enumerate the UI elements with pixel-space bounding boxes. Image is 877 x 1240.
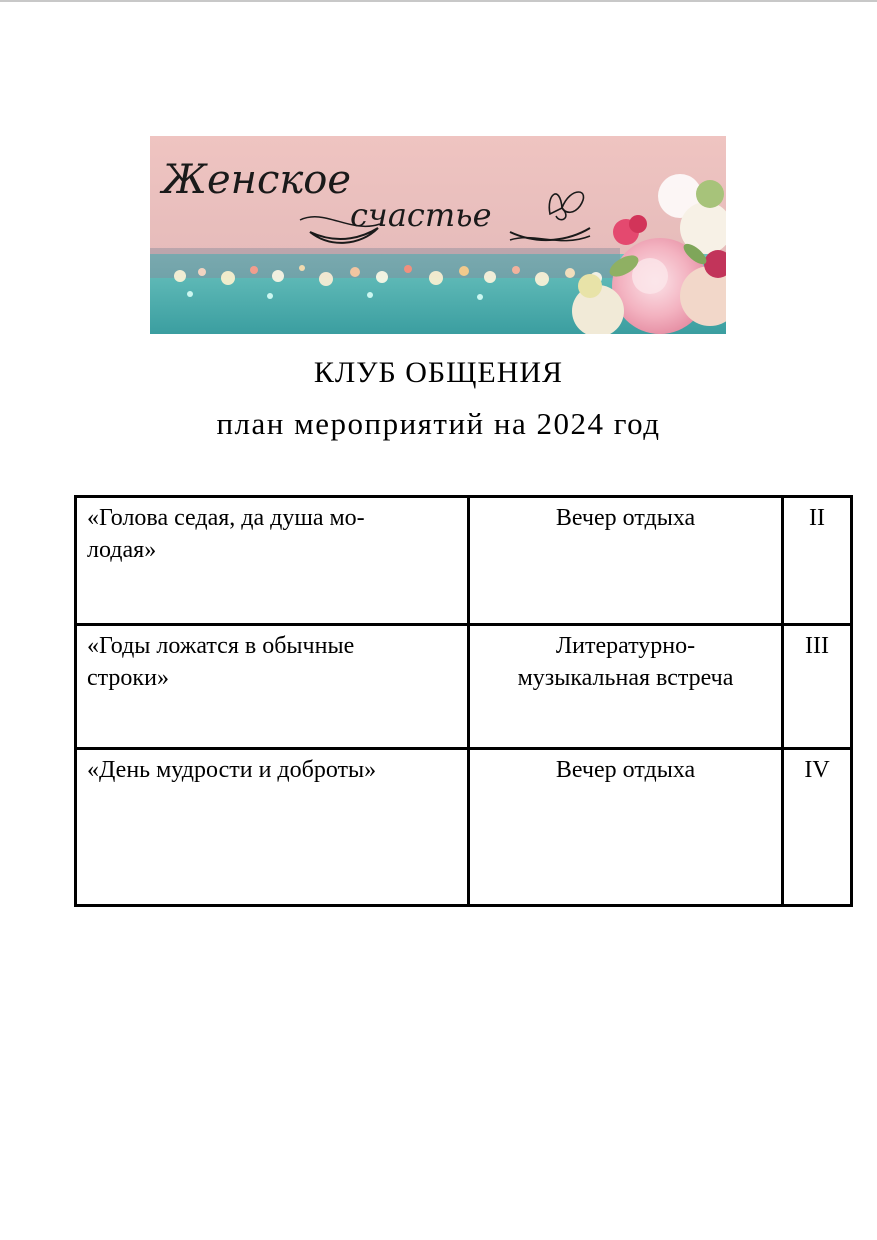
event-name: «Годы ложатся в обычные строки»: [76, 625, 469, 749]
page-title: КЛУБ ОБЩЕНИЯ: [313, 356, 564, 389]
event-quarter: II: [783, 497, 852, 625]
banner-image: [150, 136, 726, 334]
banner-title-line2: счастье: [350, 196, 492, 234]
events-table: [74, 495, 853, 907]
event-name: «Голова седая, да душа мо- лодая»: [76, 497, 469, 625]
event-type: Литературно- музыкальная встреча: [469, 625, 783, 749]
event-name: «День мудрости и доброты»: [76, 749, 469, 906]
event-quarter: IV: [783, 749, 852, 906]
table-row: [76, 749, 852, 906]
page-subtitle: план мероприятий на 2024 год: [216, 406, 661, 441]
event-type: Вечер отдыха: [469, 497, 783, 625]
page-top-border: [0, 0, 877, 2]
banner-title-line1: Женское: [162, 157, 352, 203]
club-banner: [150, 136, 726, 334]
table-row: [76, 625, 852, 749]
event-quarter: III: [783, 625, 852, 749]
event-type: Вечер отдыха: [469, 749, 783, 906]
table-row: [76, 497, 852, 625]
